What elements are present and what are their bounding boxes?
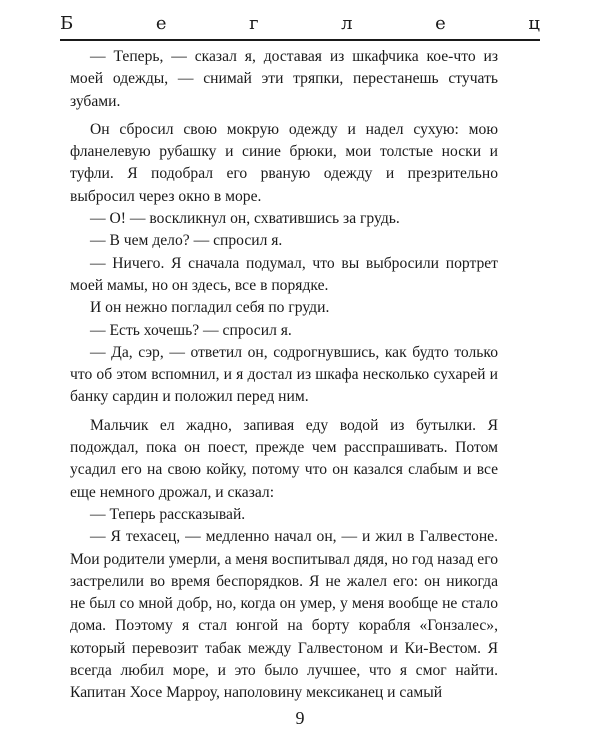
paragraph: — Ничего. Я сначала подумал, что вы выбросили портрет моей мамы, но он здесь, все в порядке. <box>70 254 498 294</box>
paragraph: — Я техасец, — медленно начал он, — и жил в Галвестоне. Мои родители умерли, а меня воспитывал дядя, но год назад его застрелили во время беспорядков. Я не жалел его: он никогда не был со мной добр, но, когда он умер, у меня вообще не стало дома. Поэтому я стал юнгой на борту корабля «Гонзалес», который перевозит табак между Галвестоном и Ки-Вестом. Я всегда любил море, и это было лучшее, что я смог найти. Капитан Хосе Марроу, наполовину мексиканец и самый <box>70 528 499 702</box>
header-letter: Б <box>60 12 74 34</box>
paragraph: — Теперь рассказывай. <box>90 505 246 523</box>
paragraph: — О! — воскликнул он, схватившись за грудь. <box>90 210 400 228</box>
paragraph: Мальчик ел жадно, запивая еду водой из бутылки. Я подождал, пока он поест, прежде чем расспрашивать. Потом усадил его на свою койку, потому что он казался слабым и все еще немного дрожал, и сказал: <box>70 416 498 501</box>
paragraph: — Теперь, — сказал я, доставая из шкафчика кое-что из моей одежды, — снимай эти тряпки, перестанешь стучать зубами. <box>70 48 498 110</box>
running-header <box>60 10 540 36</box>
header-letter: г <box>249 12 259 34</box>
header-letter: е <box>435 12 446 34</box>
page-number: 9 <box>295 708 305 728</box>
paragraph: Он сбросил свою мокрую одежду и надел сухую: мою фланелевую рубашку и синие брюки, мои толстые носки и туфли. Я подобрал его рваную одежду и презрительно выбросил через окно в море. <box>70 120 498 205</box>
paragraph: — Есть хочешь? — спросил я. <box>90 321 292 339</box>
header-letter: ц <box>528 12 540 34</box>
paragraph: И он нежно погладил себя по груди. <box>90 299 330 317</box>
paragraph: — Да, сэр, — ответил он, содрогнувшись, как будто только что об этом вспомнил, и я достал из шкафа несколько сухарей и банку сардин и положил перед ним. <box>70 343 498 406</box>
header-letter: л <box>341 12 353 34</box>
header-letter: е <box>155 12 167 34</box>
paragraph: — В чем дело? — спросил я. <box>90 232 283 250</box>
body-text <box>70 46 498 705</box>
header-rule <box>60 39 540 41</box>
